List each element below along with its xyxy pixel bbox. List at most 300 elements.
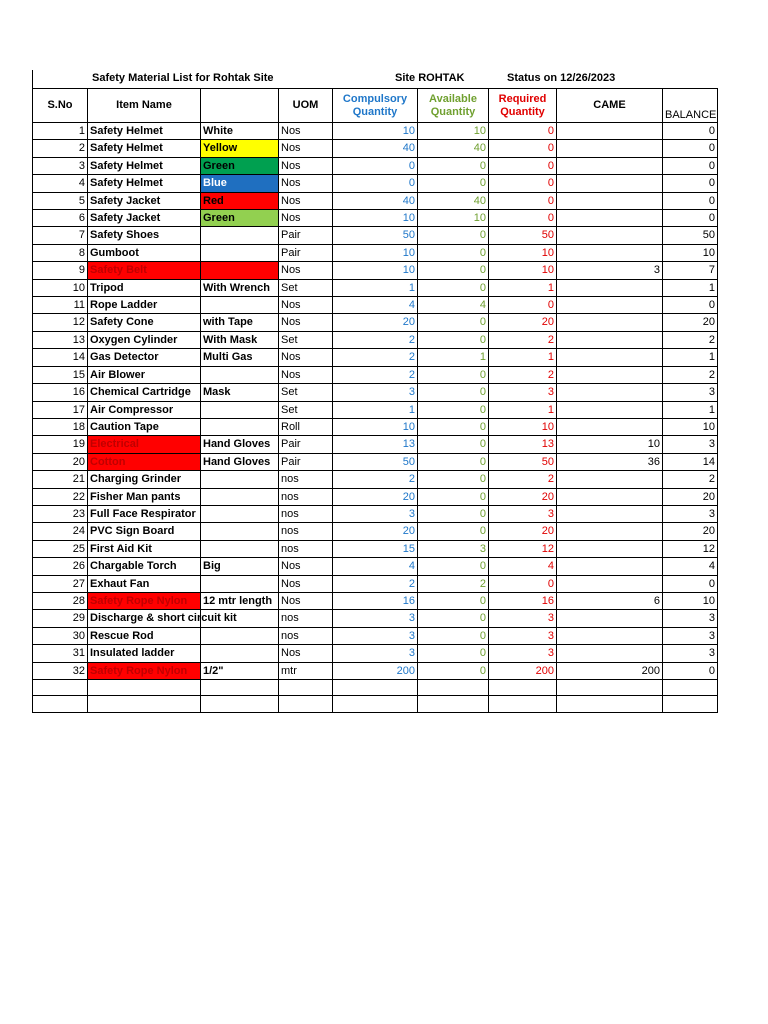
row-came: [557, 627, 663, 644]
row-available-qty: 0: [418, 592, 489, 609]
row-required-qty: 20: [489, 523, 557, 540]
row-item-name: Gumboot: [88, 244, 201, 261]
row-balance: 0: [663, 575, 718, 592]
row-sno: 31: [33, 645, 88, 662]
col-compulsory: Compulsory Quantity: [333, 89, 418, 123]
row-sno: 8: [33, 244, 88, 261]
row-item-name: Cotton: [88, 453, 201, 470]
row-item-name: PVC Sign Board: [88, 523, 201, 540]
empty-cell: [279, 680, 333, 696]
row-sno: 25: [33, 540, 88, 557]
row-item-name: Fisher Man pants: [88, 488, 201, 505]
row-sno: 12: [33, 314, 88, 331]
row-available-qty: 0: [418, 314, 489, 331]
row-required-qty: 0: [489, 297, 557, 314]
row-balance: 4: [663, 558, 718, 575]
table-row: [33, 645, 718, 662]
row-balance: 10: [663, 244, 718, 261]
row-came: [557, 210, 663, 227]
row-came: [557, 523, 663, 540]
row-balance: 50: [663, 227, 718, 244]
row-came: [557, 349, 663, 366]
row-balance: 0: [663, 192, 718, 209]
row-compulsory-qty: 200: [333, 662, 418, 679]
row-compulsory-qty: 10: [333, 418, 418, 435]
row-sno: 20: [33, 453, 88, 470]
row-compulsory-qty: 10: [333, 210, 418, 227]
row-balance: 0: [663, 297, 718, 314]
row-available-qty: 0: [418, 175, 489, 192]
table-row: [33, 192, 718, 209]
table-row: [33, 279, 718, 296]
row-sno: 28: [33, 592, 88, 609]
row-description: Green: [201, 157, 279, 174]
row-item-name: Tripod: [88, 279, 201, 296]
table-row: [33, 227, 718, 244]
row-description: Mask: [201, 384, 279, 401]
row-sno: 4: [33, 175, 88, 192]
row-required-qty: 13: [489, 436, 557, 453]
row-required-qty: 1: [489, 401, 557, 418]
row-compulsory-qty: 20: [333, 488, 418, 505]
row-required-qty: 50: [489, 227, 557, 244]
row-item-name: Safety Rope Nylon: [88, 662, 201, 679]
table-row: [33, 471, 718, 488]
row-came: [557, 314, 663, 331]
row-uom: Nos: [279, 349, 333, 366]
row-sno: 14: [33, 349, 88, 366]
empty-cell: [201, 680, 279, 696]
row-balance: 1: [663, 279, 718, 296]
row-item-name: Exhaut Fan: [88, 575, 201, 592]
row-sno: 9: [33, 262, 88, 279]
row-compulsory-qty: 4: [333, 297, 418, 314]
row-compulsory-qty: 50: [333, 453, 418, 470]
row-uom: Pair: [279, 453, 333, 470]
row-description: Multi Gas: [201, 349, 279, 366]
row-compulsory-qty: 15: [333, 540, 418, 557]
row-balance: 2: [663, 331, 718, 348]
row-available-qty: 0: [418, 627, 489, 644]
row-compulsory-qty: 20: [333, 523, 418, 540]
row-required-qty: 10: [489, 244, 557, 261]
row-item-name: Chemical Cartridge: [88, 384, 201, 401]
empty-row: [33, 680, 718, 696]
table-row: [33, 505, 718, 522]
row-sno: 26: [33, 558, 88, 575]
row-available-qty: 0: [418, 610, 489, 627]
row-item-name: Rope Ladder: [88, 297, 201, 314]
row-balance: 10: [663, 418, 718, 435]
row-available-qty: 0: [418, 505, 489, 522]
row-came: [557, 331, 663, 348]
row-uom: Set: [279, 384, 333, 401]
row-description: [201, 488, 279, 505]
row-required-qty: 2: [489, 366, 557, 383]
table-row: [33, 592, 718, 609]
row-sno: 11: [33, 297, 88, 314]
row-uom: nos: [279, 540, 333, 557]
row-compulsory-qty: 0: [333, 175, 418, 192]
row-required-qty: 0: [489, 140, 557, 157]
table-row: [33, 123, 718, 140]
row-available-qty: 40: [418, 140, 489, 157]
row-required-qty: 3: [489, 505, 557, 522]
row-compulsory-qty: 3: [333, 384, 418, 401]
row-came: [557, 123, 663, 140]
row-available-qty: 0: [418, 471, 489, 488]
row-required-qty: 20: [489, 488, 557, 505]
row-uom: Nos: [279, 366, 333, 383]
row-uom: nos: [279, 627, 333, 644]
row-balance: 0: [663, 662, 718, 679]
row-sno: 27: [33, 575, 88, 592]
row-balance: 3: [663, 610, 718, 627]
row-balance: 20: [663, 523, 718, 540]
row-item-name: Chargable Torch: [88, 558, 201, 575]
table-row: [33, 331, 718, 348]
row-uom: Nos: [279, 262, 333, 279]
row-balance: 3: [663, 505, 718, 522]
row-compulsory-qty: 2: [333, 349, 418, 366]
empty-cell: [418, 680, 489, 696]
row-came: [557, 488, 663, 505]
row-available-qty: 0: [418, 262, 489, 279]
table-row: [33, 244, 718, 261]
row-compulsory-qty: 10: [333, 244, 418, 261]
row-required-qty: 3: [489, 610, 557, 627]
row-description: [201, 244, 279, 261]
col-sno: S.No: [33, 89, 88, 123]
table-row: [33, 610, 718, 627]
row-required-qty: 10: [489, 418, 557, 435]
table-row: [33, 349, 718, 366]
table-row: [33, 627, 718, 644]
row-came: [557, 366, 663, 383]
row-balance: 0: [663, 157, 718, 174]
row-description: [201, 366, 279, 383]
row-item-name: Safety Helmet: [88, 175, 201, 192]
col-uom: UOM: [279, 89, 333, 123]
row-sno: 23: [33, 505, 88, 522]
row-uom: Roll: [279, 418, 333, 435]
row-description: with Tape: [201, 314, 279, 331]
row-description: [201, 227, 279, 244]
row-balance: 0: [663, 175, 718, 192]
table-row: [33, 175, 718, 192]
row-required-qty: 10: [489, 262, 557, 279]
empty-cell: [418, 696, 489, 712]
row-uom: nos: [279, 523, 333, 540]
row-balance: 2: [663, 471, 718, 488]
table-row: [33, 453, 718, 470]
col-balance: BALANCE: [663, 89, 718, 123]
row-balance: 14: [663, 453, 718, 470]
row-available-qty: 0: [418, 558, 489, 575]
row-balance: 20: [663, 488, 718, 505]
row-came: [557, 505, 663, 522]
row-balance: 1: [663, 401, 718, 418]
col-description: [201, 89, 279, 123]
row-balance: 10: [663, 592, 718, 609]
row-uom: Pair: [279, 244, 333, 261]
row-description: Blue: [201, 175, 279, 192]
row-compulsory-qty: 3: [333, 627, 418, 644]
row-compulsory-qty: 50: [333, 227, 418, 244]
row-available-qty: 2: [418, 575, 489, 592]
row-available-qty: 0: [418, 418, 489, 435]
row-required-qty: 0: [489, 157, 557, 174]
row-compulsory-qty: 13: [333, 436, 418, 453]
table-row: [33, 262, 718, 279]
table-row: [33, 297, 718, 314]
row-sno: 13: [33, 331, 88, 348]
row-balance: 12: [663, 540, 718, 557]
row-sno: 17: [33, 401, 88, 418]
row-required-qty: 1: [489, 349, 557, 366]
row-balance: 2: [663, 366, 718, 383]
row-item-name: Safety Helmet: [88, 140, 201, 157]
table-row: [33, 157, 718, 174]
row-required-qty: 0: [489, 210, 557, 227]
row-required-qty: 0: [489, 575, 557, 592]
row-sno: 16: [33, 384, 88, 401]
row-available-qty: 10: [418, 210, 489, 227]
safety-material-table: [32, 88, 718, 713]
row-description: Big: [201, 558, 279, 575]
row-description: Hand Gloves: [201, 436, 279, 453]
row-required-qty: 16: [489, 592, 557, 609]
table-body: [33, 123, 718, 713]
row-item-name: Safety Jacket: [88, 210, 201, 227]
row-available-qty: 3: [418, 540, 489, 557]
empty-cell: [201, 696, 279, 712]
row-item-name: Oxygen Cylinder: [88, 331, 201, 348]
row-item-name: Safety Jacket: [88, 192, 201, 209]
row-uom: Nos: [279, 210, 333, 227]
col-came: CAME: [557, 89, 663, 123]
row-compulsory-qty: 1: [333, 279, 418, 296]
row-uom: Nos: [279, 592, 333, 609]
row-came: [557, 540, 663, 557]
row-compulsory-qty: 1: [333, 401, 418, 418]
row-came: [557, 645, 663, 662]
row-available-qty: 40: [418, 192, 489, 209]
row-came: [557, 471, 663, 488]
row-uom: Nos: [279, 140, 333, 157]
row-description: [201, 418, 279, 435]
row-compulsory-qty: 4: [333, 558, 418, 575]
table-row: [33, 540, 718, 557]
table-row: [33, 384, 718, 401]
empty-row: [33, 696, 718, 712]
row-available-qty: 0: [418, 279, 489, 296]
row-required-qty: 3: [489, 627, 557, 644]
row-came: 3: [557, 262, 663, 279]
empty-cell: [489, 680, 557, 696]
row-required-qty: 200: [489, 662, 557, 679]
row-required-qty: 3: [489, 384, 557, 401]
row-sno: 24: [33, 523, 88, 540]
row-balance: 0: [663, 210, 718, 227]
empty-cell: [663, 696, 718, 712]
row-compulsory-qty: 0: [333, 157, 418, 174]
table-row: [33, 662, 718, 679]
row-came: [557, 418, 663, 435]
row-description: Red: [201, 192, 279, 209]
row-required-qty: 12: [489, 540, 557, 557]
empty-cell: [663, 680, 718, 696]
row-item-name: Safety Belt: [88, 262, 201, 279]
row-description: [201, 262, 279, 279]
row-uom: nos: [279, 471, 333, 488]
row-available-qty: 0: [418, 662, 489, 679]
row-uom: Nos: [279, 192, 333, 209]
row-balance: 7: [663, 262, 718, 279]
empty-cell: [33, 696, 88, 712]
empty-cell: [333, 696, 418, 712]
row-balance: 3: [663, 384, 718, 401]
row-item-name: Safety Helmet: [88, 157, 201, 174]
row-available-qty: 0: [418, 227, 489, 244]
row-description: With Mask: [201, 331, 279, 348]
row-available-qty: 0: [418, 523, 489, 540]
col-item-name: Item Name: [88, 89, 201, 123]
row-available-qty: 0: [418, 401, 489, 418]
row-available-qty: 4: [418, 297, 489, 314]
row-sno: 3: [33, 157, 88, 174]
row-sno: 21: [33, 471, 88, 488]
site-label: Site ROHTAK: [395, 72, 465, 84]
row-description: [201, 401, 279, 418]
row-sno: 1: [33, 123, 88, 140]
row-uom: mtr: [279, 662, 333, 679]
row-sno: 7: [33, 227, 88, 244]
row-required-qty: 0: [489, 192, 557, 209]
row-uom: Nos: [279, 575, 333, 592]
row-item-name: Rescue Rod: [88, 627, 201, 644]
empty-cell: [557, 680, 663, 696]
row-compulsory-qty: 2: [333, 366, 418, 383]
row-sno: 15: [33, 366, 88, 383]
col-required: Required Quantity: [489, 89, 557, 123]
row-balance: 3: [663, 627, 718, 644]
row-available-qty: 0: [418, 488, 489, 505]
row-item-name: Discharge & short circuit kit: [88, 610, 201, 627]
row-required-qty: 3: [489, 645, 557, 662]
row-available-qty: 0: [418, 366, 489, 383]
cell-border: [32, 70, 33, 88]
row-came: [557, 140, 663, 157]
row-description: Green: [201, 210, 279, 227]
row-description: [201, 523, 279, 540]
table-row: [33, 575, 718, 592]
row-required-qty: 2: [489, 471, 557, 488]
row-description: [201, 505, 279, 522]
row-description: 12 mtr length: [201, 592, 279, 609]
table-row: [33, 401, 718, 418]
row-description: With Wrench: [201, 279, 279, 296]
row-description: [201, 471, 279, 488]
row-uom: Nos: [279, 157, 333, 174]
row-uom: nos: [279, 488, 333, 505]
row-balance: 3: [663, 436, 718, 453]
header-row: [33, 89, 718, 123]
row-sno: 19: [33, 436, 88, 453]
row-item-name: First Aid Kit: [88, 540, 201, 557]
row-required-qty: 1: [489, 279, 557, 296]
row-uom: nos: [279, 505, 333, 522]
row-uom: Nos: [279, 297, 333, 314]
row-available-qty: 0: [418, 436, 489, 453]
empty-cell: [33, 680, 88, 696]
table-row: [33, 210, 718, 227]
row-came: [557, 157, 663, 174]
row-came: 6: [557, 592, 663, 609]
row-came: [557, 279, 663, 296]
row-balance: 3: [663, 645, 718, 662]
row-available-qty: 1: [418, 349, 489, 366]
row-uom: Pair: [279, 436, 333, 453]
empty-cell: [88, 696, 201, 712]
row-sno: 29: [33, 610, 88, 627]
row-sno: 10: [33, 279, 88, 296]
row-required-qty: 50: [489, 453, 557, 470]
row-came: 10: [557, 436, 663, 453]
sheet-title: Safety Material List for Rohtak Site: [92, 72, 274, 84]
col-available: Available Quantity: [418, 89, 489, 123]
empty-cell: [88, 680, 201, 696]
row-compulsory-qty: 2: [333, 471, 418, 488]
row-uom: Set: [279, 279, 333, 296]
status-date: Status on 12/26/2023: [507, 72, 616, 84]
row-description: [201, 645, 279, 662]
row-sno: 30: [33, 627, 88, 644]
row-available-qty: 0: [418, 244, 489, 261]
row-required-qty: 0: [489, 123, 557, 140]
row-compulsory-qty: 3: [333, 610, 418, 627]
row-came: 36: [557, 453, 663, 470]
row-item-name: Electrical: [88, 436, 201, 453]
row-item-name: Safety Rope Nylon: [88, 592, 201, 609]
row-uom: Nos: [279, 123, 333, 140]
row-available-qty: 0: [418, 645, 489, 662]
empty-cell: [333, 680, 418, 696]
row-available-qty: 10: [418, 123, 489, 140]
row-required-qty: 20: [489, 314, 557, 331]
row-balance: 1: [663, 349, 718, 366]
row-item-name: Gas Detector: [88, 349, 201, 366]
row-item-name: Charging Grinder: [88, 471, 201, 488]
row-item-name: Caution Tape: [88, 418, 201, 435]
row-description: Hand Gloves: [201, 453, 279, 470]
table-row: [33, 314, 718, 331]
row-came: [557, 575, 663, 592]
row-compulsory-qty: 40: [333, 192, 418, 209]
row-description: [201, 540, 279, 557]
row-compulsory-qty: 2: [333, 575, 418, 592]
row-available-qty: 0: [418, 157, 489, 174]
empty-cell: [557, 696, 663, 712]
row-sno: 32: [33, 662, 88, 679]
row-balance: 0: [663, 140, 718, 157]
row-uom: Set: [279, 331, 333, 348]
table-row: [33, 558, 718, 575]
row-came: [557, 401, 663, 418]
row-sno: 5: [33, 192, 88, 209]
row-sno: 6: [33, 210, 88, 227]
row-balance: 20: [663, 314, 718, 331]
